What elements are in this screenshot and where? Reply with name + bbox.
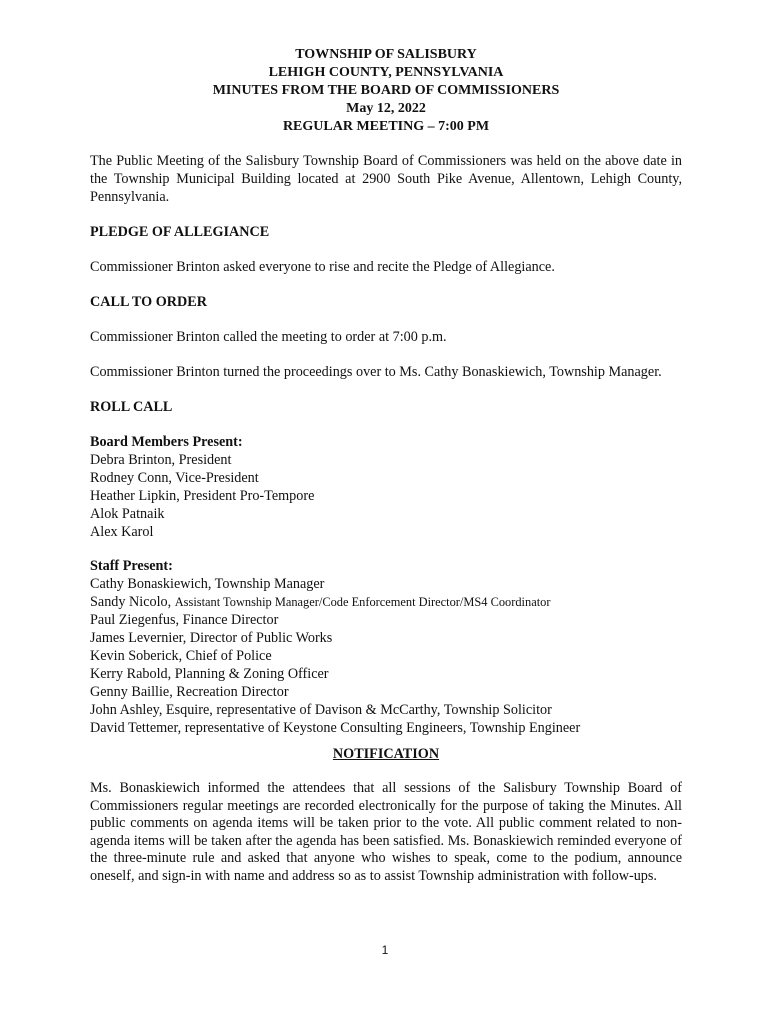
list-item: Heather Lipkin, President Pro-Tempore bbox=[90, 488, 315, 504]
staff-list bbox=[90, 557, 682, 737]
header-county: LEHIGH COUNTY, PENNSYLVANIA bbox=[268, 65, 504, 80]
list-item: Alex Karol bbox=[90, 524, 154, 540]
call-to-order-text: Commissioner Brinton called the meeting to order at 7:00 p.m. bbox=[90, 329, 447, 345]
list-item: David Tettemer, representative of Keystone Consulting Engineers, Township Engineer bbox=[90, 720, 581, 736]
header-title: MINUTES FROM THE BOARD OF COMMISSIONERS bbox=[212, 83, 560, 98]
staff-label: Staff Present: bbox=[90, 558, 173, 574]
list-item: Alok Patnaik bbox=[90, 506, 165, 522]
header-township: TOWNSHIP OF SALISBURY bbox=[295, 47, 477, 62]
list-item: Debra Brinton, President bbox=[90, 452, 232, 468]
staff-title-small: Assistant Township Manager/Code Enforcement Director/MS4 Coordinator bbox=[174, 595, 551, 609]
proceedings-text: Commissioner Brinton turned the proceedings over to Ms. Cathy Bonaskiewich, Township Manager. bbox=[90, 364, 662, 380]
list-item: Genny Baillie, Recreation Director bbox=[90, 684, 289, 700]
list-item: James Levernier, Director of Public Works bbox=[90, 630, 333, 646]
call-to-order-heading: CALL TO ORDER bbox=[90, 294, 207, 310]
intro-paragraph: The Public Meeting of the Salisbury Township Board of Commissioners was held on the above date in the Township Municipal Building located at 2900 South Pike Avenue, Allentown, Lehigh County, Pennsylvania. bbox=[90, 153, 682, 205]
notification-heading: NOTIFICATION bbox=[332, 746, 440, 762]
list-item: John Ashley, Esquire, representative of Davison & McCarthy, Township Solicitor bbox=[90, 702, 552, 718]
board-members-list bbox=[90, 433, 682, 541]
board-members-label: Board Members Present: bbox=[90, 434, 243, 450]
list-item: Kerry Rabold, Planning & Zoning Officer bbox=[90, 666, 329, 682]
document-header bbox=[90, 46, 682, 136]
list-item: Cathy Bonaskiewich, Township Manager bbox=[90, 576, 325, 592]
notification-text: Ms. Bonaskiewich informed the attendees that all sessions of the Salisbury Township Board of Commissioners regular meetings are recorded electronically for the purpose of taking the Minutes. All public comments on agenda items will be taken prior to the vote. All public comment related to non-agenda items will be taken after the agenda has been satisfied. Ms. Bonaskiewich reminded everyone of the three-minute rule and asked that anyone who wishes to speak, come to the podium, announce oneself, and sign-in with name and address so as to assist Township administration with follow-ups. bbox=[90, 780, 682, 884]
page-number: 1 bbox=[381, 943, 389, 957]
pledge-text: Commissioner Brinton asked everyone to rise and recite the Pledge of Allegiance. bbox=[90, 259, 555, 275]
list-item bbox=[90, 593, 682, 611]
list-item: Paul Ziegenfus, Finance Director bbox=[90, 612, 279, 628]
roll-call-heading: ROLL CALL bbox=[90, 399, 173, 415]
list-item: Kevin Soberick, Chief of Police bbox=[90, 648, 272, 664]
header-date: May 12, 2022 bbox=[346, 101, 426, 116]
list-item: Rodney Conn, Vice-President bbox=[90, 470, 259, 486]
document-page bbox=[90, 46, 682, 886]
header-meeting-type: REGULAR MEETING – 7:00 PM bbox=[282, 119, 490, 134]
pledge-heading: PLEDGE OF ALLEGIANCE bbox=[90, 224, 270, 240]
staff-name: Sandy Nicolo, bbox=[90, 594, 175, 610]
